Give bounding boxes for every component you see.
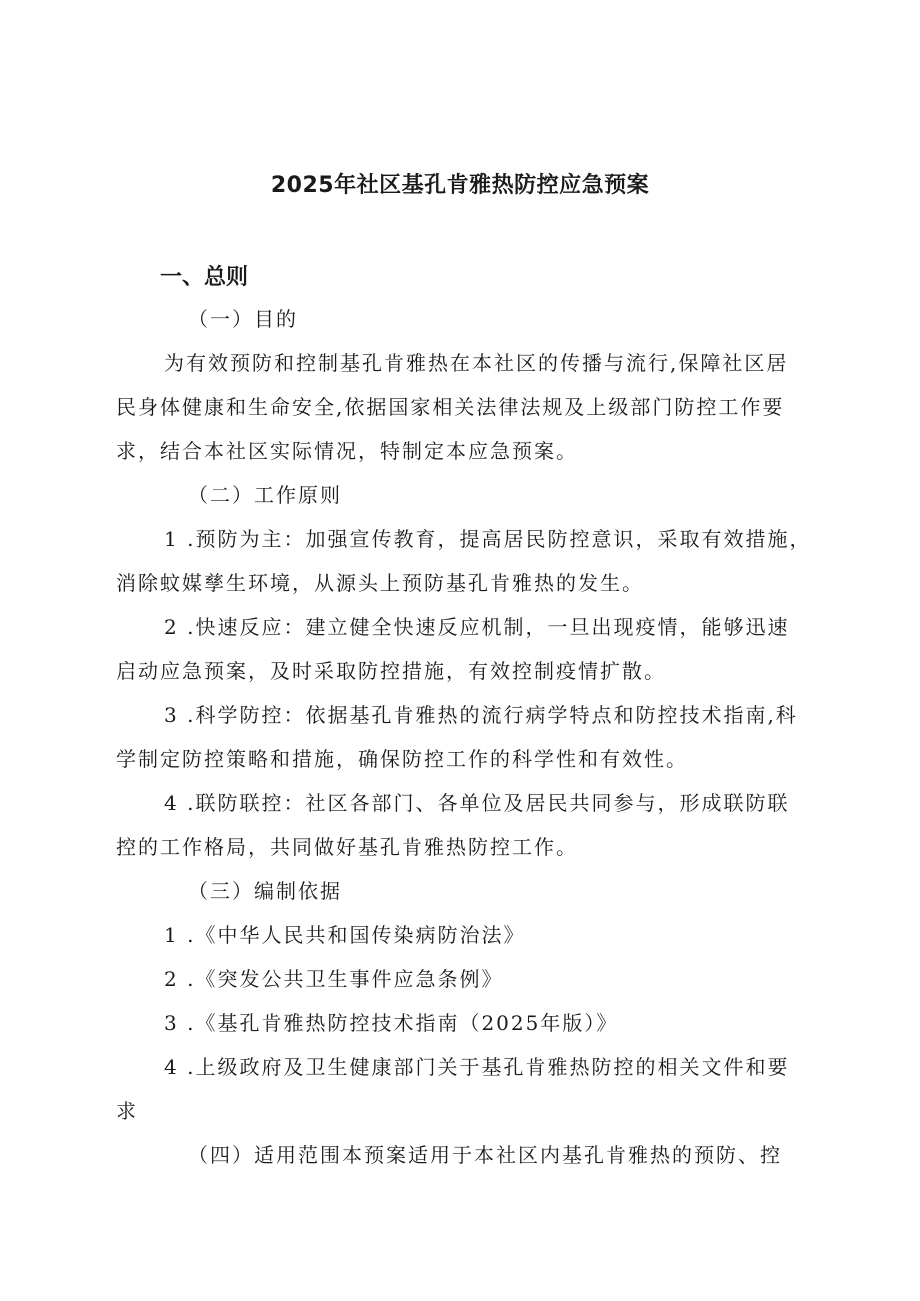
principle-item-line: 2 .快速反应：建立健全快速反应机制，一旦出现疫情，能够迅速 [164,615,790,639]
principle-item-line: 4 .联防联控：社区各部门、各单位及居民共同参与，形成联防联 [164,791,790,815]
basis-item: 1 .《中华人民共和国传染病防治法》 [164,923,526,947]
subsection-scope-line: （四）适用范围本预案适用于本社区内基孔肯雅热的预防、控 [188,1143,782,1167]
principle-item-line: 1 .预防为主：加强宣传教育，提高居民防控意识，采取有效措施， [164,527,812,551]
basis-item: 4 .上级政府及卫生健康部门关于基孔肯雅热防控的相关文件和要 [164,1055,790,1079]
subsection-heading-basis: （三）编制依据 [188,879,342,903]
basis-item: 3 .《基孔肯雅热防控技术指南（2025年版）》 [164,1011,619,1035]
principle-item-line: 启动应急预案，及时采取防控措施，有效控制疫情扩散。 [116,659,666,683]
subsection-heading-principles: （二）工作原则 [188,483,342,507]
principle-item-line: 消除蚊媒孳生环境，从源头上预防基孔肯雅热的发生。 [116,571,644,595]
principle-item-line: 3 .科学防控：依据基孔肯雅热的流行病学特点和防控技术指南,科 [164,703,798,727]
paragraph-line: 民身体健康和生命安全,依据国家相关法律法规及上级部门防控工作要 [116,395,785,419]
principle-item-line: 控的工作格局，共同做好基孔肯雅热防控工作。 [116,835,578,859]
principle-item-line: 学制定防控策略和措施，确保防控工作的科学性和有效性。 [116,747,688,771]
basis-item-continuation: 求 [116,1099,138,1123]
subsection-heading-purpose: （一）目的 [188,307,298,331]
basis-item: 2 .《突发公共卫生事件应急条例》 [164,967,504,991]
document-title: 2025年社区基孔肯雅热防控应急预案 [270,173,650,198]
paragraph-line: 为有效预防和控制基孔肯雅热在本社区的传播与流行,保障社区居 [164,351,789,375]
paragraph-line: 求，结合本社区实际情况，特制定本应急预案。 [116,439,578,463]
section-heading-general: 一、总则 [160,265,249,290]
